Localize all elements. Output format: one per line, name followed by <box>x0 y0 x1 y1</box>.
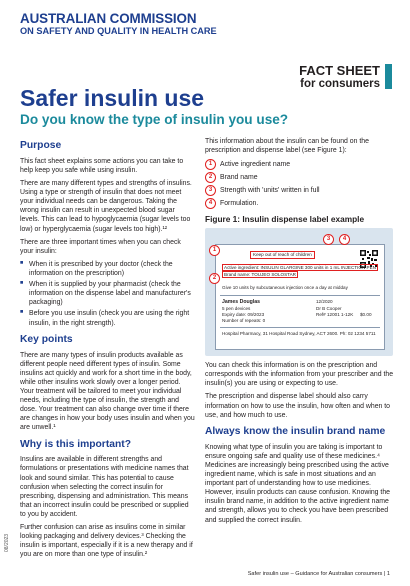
list-item <box>205 198 395 209</box>
dosage-instruction: Give 10 units by subcutaneous injection once a day at midday <box>222 285 348 291</box>
number-badge: 3 <box>205 185 216 196</box>
brand-name-paragraph: Knowing what type of insulin you are taking is important to ensure ongoing safe and quality use of these medicines.⁴ Medicines are increasingly being prescribed using the active ingredient name, which is safe in most situations and an important part of understanding how to use medicines. However, insulin products can cause confusion. Knowing the insulin brand name, in addition to the active ingredient name and strength, allows you to check you have been prescribed and supplied the correct insulin. <box>205 443 391 524</box>
divider <box>220 295 380 296</box>
list-item <box>205 159 395 170</box>
check-paragraph: You can check this information is on the prescription and corresponds with the information from your prescriber and the insulin(s) you are using or expecting to use. <box>205 362 394 388</box>
price: $0.00 <box>360 312 372 318</box>
right-column <box>205 137 395 529</box>
figure-title: Figure 1: Insulin dispense label example <box>205 214 365 225</box>
purpose-paragraph-1: This fact sheet explains some actions you can take to help keep you safe while using insulin. <box>20 157 184 174</box>
dispense-label-figure <box>205 228 393 356</box>
page-footer: Safer insulin use – Guidance for Australian consumers | 1 <box>247 571 390 577</box>
org-name-line1: AUSTRALIAN COMMISSION <box>20 11 197 26</box>
left-column <box>20 140 195 564</box>
pack-quantity: 5 pen devices <box>222 306 251 312</box>
label-usage-paragraph: The prescription and dispense label should also carry information on how to use the insulin, how often and when to use, and how much to use. <box>205 393 391 419</box>
callout-1: 1 <box>209 245 220 256</box>
list-item <box>205 185 395 196</box>
number-badge: 4 <box>205 198 216 209</box>
list-item: ■ When it is prescribed by your doctor (check the information on the prescription) <box>20 260 195 278</box>
prescriber-name: Dr B Cooper <box>316 306 342 312</box>
check-times-list <box>20 260 195 328</box>
list-item: ■ When it is supplied by your pharmacist (check the information on the dispense label and manufacturer's packaging) <box>20 280 195 307</box>
label-info-list <box>205 159 395 209</box>
fact-sheet-tag <box>299 64 380 90</box>
document-code: 08/2023 <box>4 533 10 552</box>
number-badge: 2 <box>205 172 216 183</box>
dispense-label <box>215 244 385 350</box>
fact-sheet-accent-bar <box>385 64 392 89</box>
why-important-heading: Why is this important? <box>20 438 131 450</box>
purpose-paragraph-3: There are three important times when you can check your insulin: <box>20 238 181 255</box>
dispense-date: 12/2020 <box>316 299 333 305</box>
pharmacy-address: Hospital Pharmacy, 31 Hospital Road Sydney, ACT 2600. Ph: 02 1234 5711 <box>222 331 376 337</box>
why-paragraph-2: Further confusion can arise as insulins come in similar looking packaging and delivery devices.³ Checking the insulin is important, especially if it is a new therapy and if you are on more than one type of insulin.² <box>20 524 193 559</box>
purpose-paragraph-2: There are many different types and strengths of insulins. Using a type or strength of insulin that does not meet your individual needs can be dangerous. Taking the wrong insulin can result in unexpected blood sugar levels. This can lead to hypoglycaemia (sugar levels too low) or hyperglycaemia (sugar levels too high).¹² <box>20 180 192 233</box>
list-item-text: Brand name <box>220 174 258 182</box>
active-ingredient-line: Active ingredient: INSULIN GLARGINE 300 units in 1 mL INJECTION PEN <box>224 265 376 271</box>
patient-name: James Douglas <box>222 299 261 306</box>
page-title: Safer insulin use <box>20 85 205 111</box>
purpose-heading: Purpose <box>20 140 62 151</box>
org-name-line2: ON SAFETY AND QUALITY IN HEALTH CARE <box>20 26 217 37</box>
callout-4: 4 <box>339 234 350 245</box>
audience-label: for consumers <box>300 77 380 90</box>
callout-3: 3 <box>323 234 334 245</box>
fact-sheet-label: FACT SHEET <box>299 63 380 78</box>
callout-2: 2 <box>209 273 220 284</box>
key-points-paragraph: There are many types of insulin products available as different people need different types of insulin. Some insulins act quickly and work for a short time in the body, while other insulins work slowly over a longer period. Your treatment will be tailored to meet your individual needs, including the type of insulin, the strength and dose. Your treatment can also change over time if there are changes in how your body uses insulin and when you are unwell.¹ <box>20 351 195 432</box>
key-points-heading: Key points <box>20 333 73 345</box>
repeats: Number of repeats: 0 <box>222 318 266 324</box>
reference-number: Ref# 12001 1-12K <box>316 312 354 318</box>
page-subtitle: Do you know the type of insulin you use? <box>20 112 289 127</box>
divider <box>220 327 380 328</box>
why-paragraph-1: Insulins are available in different strengths and formulations or presentations with medicine names that look and sound similar. This has potential to cause confusion when selecting the correct insulin for prescribing, dispensing and administration. This means that an incorrect insulin could be prescribed or supplied to you by accident. <box>20 456 189 518</box>
list-item-text: Strength with 'units' written in full <box>220 187 320 195</box>
list-item-text: Active ingredient name <box>220 161 291 169</box>
keep-out-warning: Keep out of reach of children <box>250 251 315 259</box>
number-badge: 1 <box>205 159 216 170</box>
list-item: ■ Before you use insulin (check you are using the right insulin, in the right strength). <box>20 309 195 327</box>
brand-name-line: Brand name: TOUJEO SOLOSTAR <box>224 272 296 278</box>
expiry-date: Expiry date: 09/2023 <box>222 312 265 318</box>
list-item-text: Formulation. <box>220 200 259 208</box>
organisation-logo <box>20 12 217 37</box>
brand-name-heading: Always know the insulin brand name <box>205 425 386 437</box>
list-item <box>205 172 395 183</box>
label-info-intro: This information about the insulin can be found on the prescription and dispense label (see Figure 1): <box>205 138 369 155</box>
